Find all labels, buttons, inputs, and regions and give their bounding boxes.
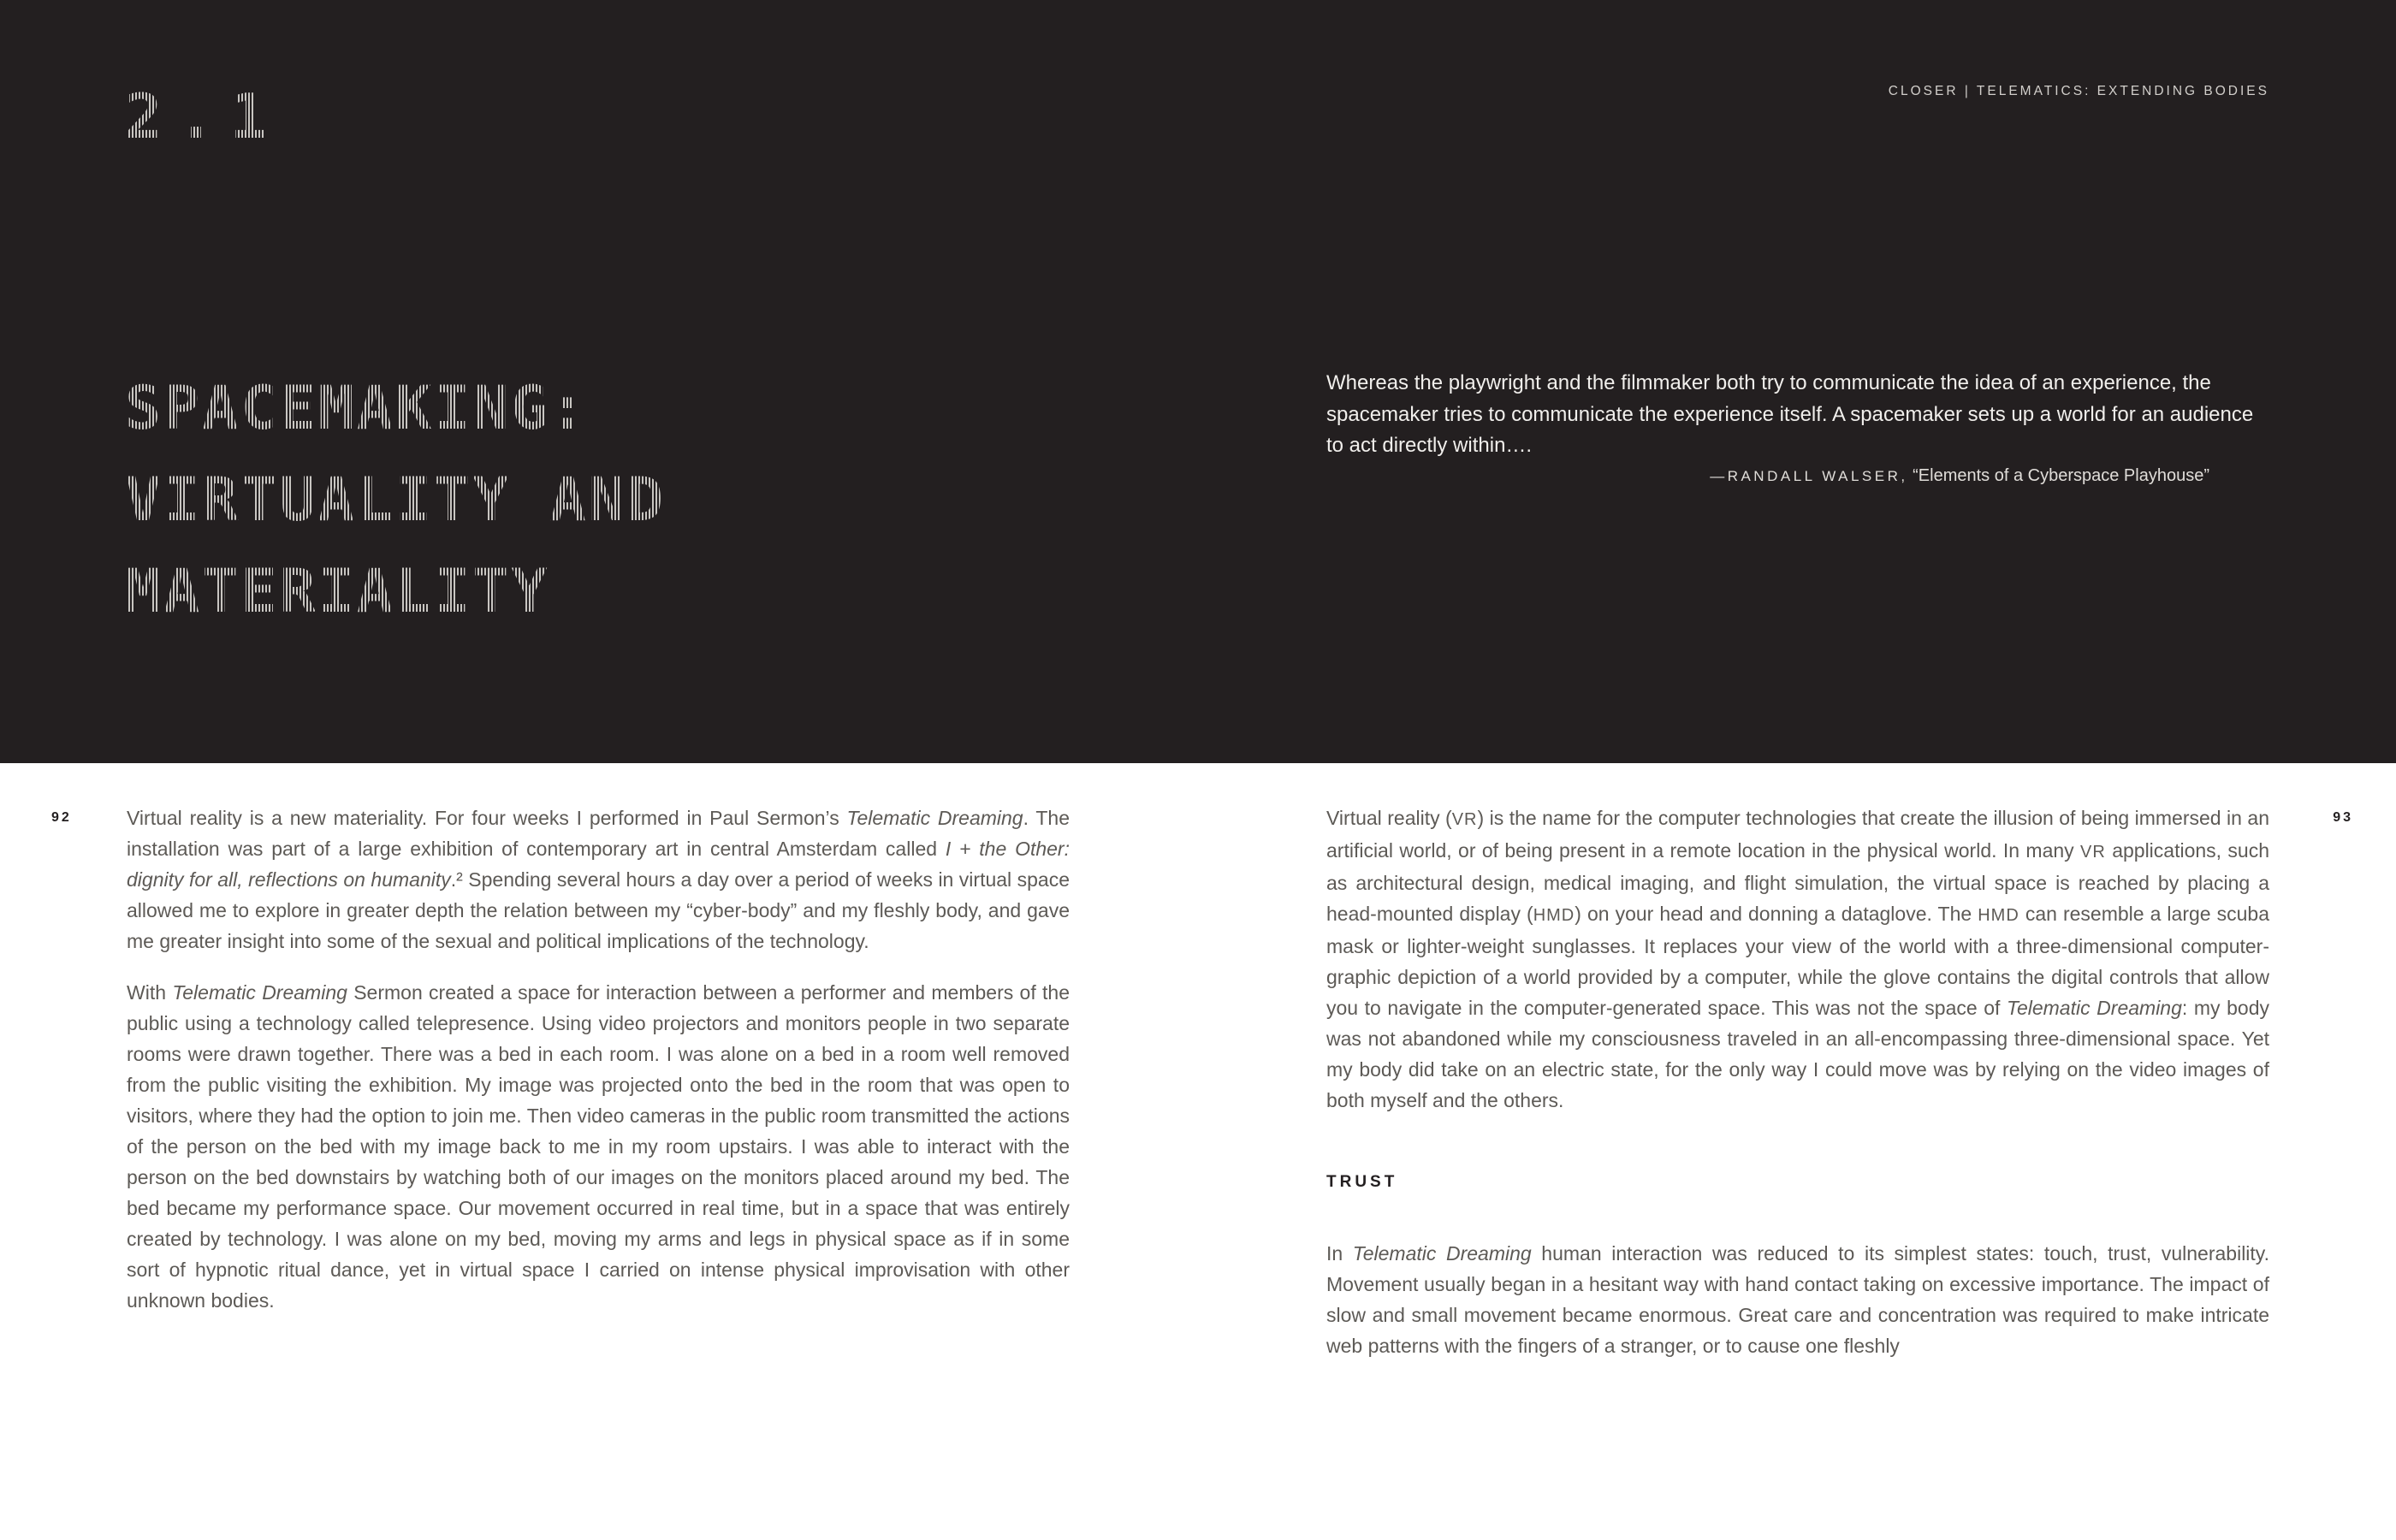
chapter-title-line-3: MATERIALITY [125,556,550,626]
body-paragraph: In Telematic Dreaming human interaction was reduced to its simplest states: touch, trust, vulnerability. Movement usually began in a hesitant way with hand contact taking on excessive importance. The impact of slow and small movement became enormous. Great care and concentration was required to make intricate web patterns with the fingers of a stranger, or to cause one fleshly [1326,1242,2269,1357]
right-page-body [1326,803,2269,1382]
epigraph-source: “Elements of a Cyberspace Playhouse” [1907,466,2209,485]
work-title: Telematic Dreaming [172,981,347,1004]
left-page-body [127,803,1070,1336]
body-paragraph: Virtual reality (VR) is the name for the computer technologies that create the illusion of being immersed in an artificial world, or of being present in a remote location in the physical world. In many VR applications, such as architectural design, medical imaging, and flight simulation, the virtual space is reached by placing a head-mounted display (HMD) on your head and donning a dataglove. The HMD can resemble a large scuba mask or lighter-weight sunglasses. It replaces your view of the world with a three-dimensional computer-graphic depiction of a world provided by a computer, while the glove contains the digital controls that allow you to navigate in the computer-generated space. This was not the space of Telematic Dreaming: my body was not abandoned while my consciousness traveled in an all-encompassing three-dimensional space. Yet my body did take on an electric state, for the only way I could move was by relying on the video images of both myself and the others. [1326,807,2269,1111]
page-number-right: 93 [2333,810,2353,825]
footnote-reference: .² [450,868,463,891]
work-title: Telematic Dreaming [2007,997,2182,1019]
chapter-header-band [0,0,2396,763]
page-number-left: 92 [51,810,72,825]
chapter-title [125,363,666,637]
running-head: CLOSER | TELEMATICS: EXTENDING BODIES [1888,84,2269,98]
chapter-title-line-1: SPACEMAKING: [125,373,589,443]
body-paragraph: Virtual reality is a new materiality. For four weeks I performed in Paul Sermon’s Telematic Dreaming. The installation was part of a large exhibition of contemporary art in central Amsterdam called I + the Other: dignity for all, reflections on humanity.² Spending several hours a day over a period of weeks in virtual space allowed me to explore in greater depth the relation between my “cyber-body” and my fleshly body, and gave me greater insight into some of the sexual and political implications of the technology. [127,807,1070,952]
section-heading: TRUST [1326,1173,1398,1191]
work-title: Telematic Dreaming [1352,1242,1532,1265]
epigraph-attribution [1710,466,2209,486]
body-paragraph: With Telematic Dreaming Sermon created a space for interaction between a performer and members of the public using a technology called telepresence. Using video projectors and monitors people in two separate rooms were drawn together. There was a bed in each room. I was alone on a bed in a room well removed from the public visiting the exhibition. My image was projected onto the bed in the room that was open to visitors, where they had the option to join me. Then video cameras in the public room transmitted the actions of the person on the bed with my image back to me in my room upstairs. I was able to interact with the person on the bed downstairs by watching both of our images on the monitors placed around my bed. The bed became my performance space. Our movement occurred in real time, but in a space that was entirely created by technology. I was alone on my bed, moving my arms and legs in physical space as if in some sort of hypnotic ritual dance, yet in virtual space I carried on intense physical improvisation with other unknown bodies. [127,981,1070,1312]
work-title: Telematic Dreaming [846,807,1023,829]
epigraph-author: —RANDALL WALSER, [1710,468,1908,484]
epigraph-quote: Whereas the playwright and the filmmaker both try to communicate the idea of an experience, the spacemaker tries to communicate the experience itself. A spacemaker sets up a world for an audience to act directly within…. [1326,371,2254,457]
exhibition-title: I + the Other: dignity for all, reflections on humanity [127,838,1070,891]
chapter-title-line-2: VIRTUALITY AND [125,465,667,535]
chapter-number: 2.1 [125,80,283,152]
